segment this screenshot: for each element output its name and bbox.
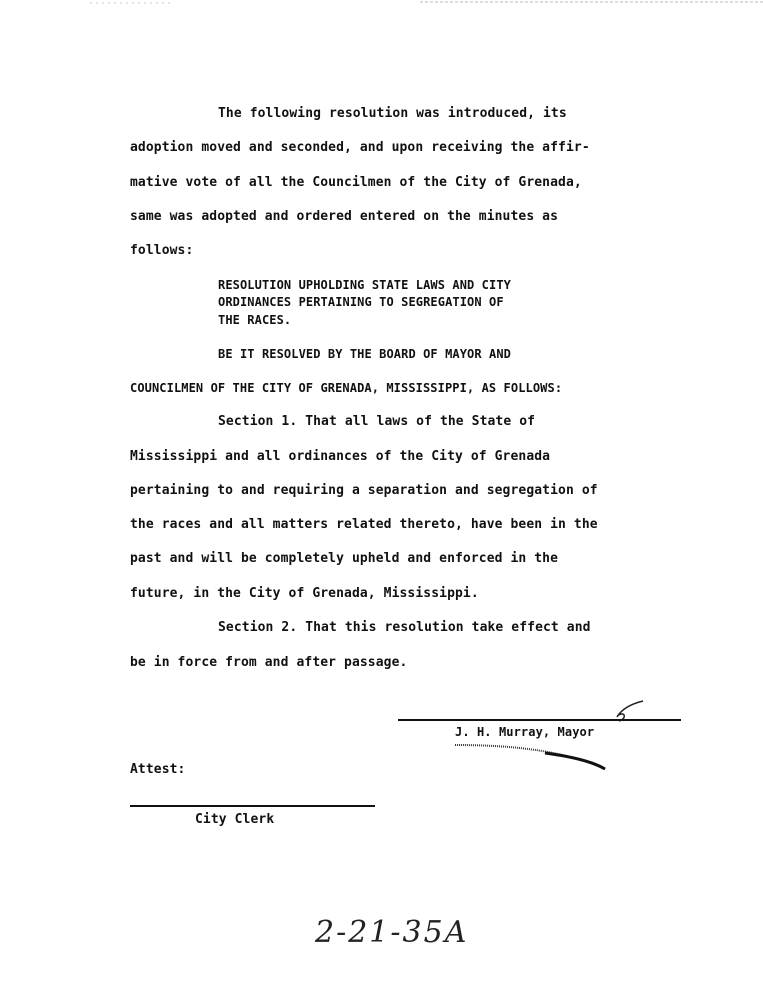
- clerk-label: City Clerk: [195, 812, 275, 827]
- section2-line-2: be in force from and after passage.: [130, 655, 408, 670]
- clerk-signature-line: [130, 805, 375, 807]
- intro-line-3: mative vote of all the Councilmen of the City of Grenada,: [130, 175, 582, 190]
- resolution-title-line-3: THE RACES.: [218, 313, 292, 327]
- attest-label: Attest:: [130, 762, 186, 777]
- intro-line-1: The following resolution was introduced, its: [218, 106, 567, 121]
- resolution-title-line-2: ORDINANCES PERTAINING TO SEGREGATION OF: [218, 295, 504, 309]
- intro-line-4: same was adopted and ordered entered on the minutes as: [130, 209, 559, 224]
- resolution-title-line-1: RESOLUTION UPHOLDING STATE LAWS AND CITY: [218, 278, 511, 292]
- section1-line-1: Section 1. That all laws of the State of: [218, 414, 536, 429]
- section1-line-4: the races and all matters related thereto, have been in the: [130, 517, 598, 532]
- section1-line-5: past and will be completely upheld and enforced in the: [130, 551, 559, 566]
- section1-line-3: pertaining to and requiring a separation and segregation of: [130, 483, 598, 498]
- intro-line-5: follows:: [130, 243, 194, 258]
- mayor-signature-line: [398, 719, 681, 721]
- scan-edge-artifact: [0, 0, 763, 8]
- mayor-signature-mark: [395, 695, 695, 785]
- resolved-line-1: BE IT RESOLVED BY THE BOARD OF MAYOR AND: [218, 347, 511, 361]
- section1-line-6: future, in the City of Grenada, Mississippi.: [130, 586, 479, 601]
- intro-line-2: adoption moved and seconded, and upon receiving the affir-: [130, 140, 590, 155]
- mayor-name: J. H. Murray, Mayor: [455, 725, 595, 739]
- resolved-line-2: COUNCILMEN OF THE CITY OF GRENADA, MISSISSIPPI, AS FOLLOWS:: [130, 381, 563, 395]
- section1-line-2: Mississippi and all ordinances of the City of Grenada: [130, 449, 551, 464]
- handwritten-note: 2-21-35A: [315, 915, 469, 950]
- section2-line-1: Section 2. That this resolution take effect and: [218, 620, 591, 635]
